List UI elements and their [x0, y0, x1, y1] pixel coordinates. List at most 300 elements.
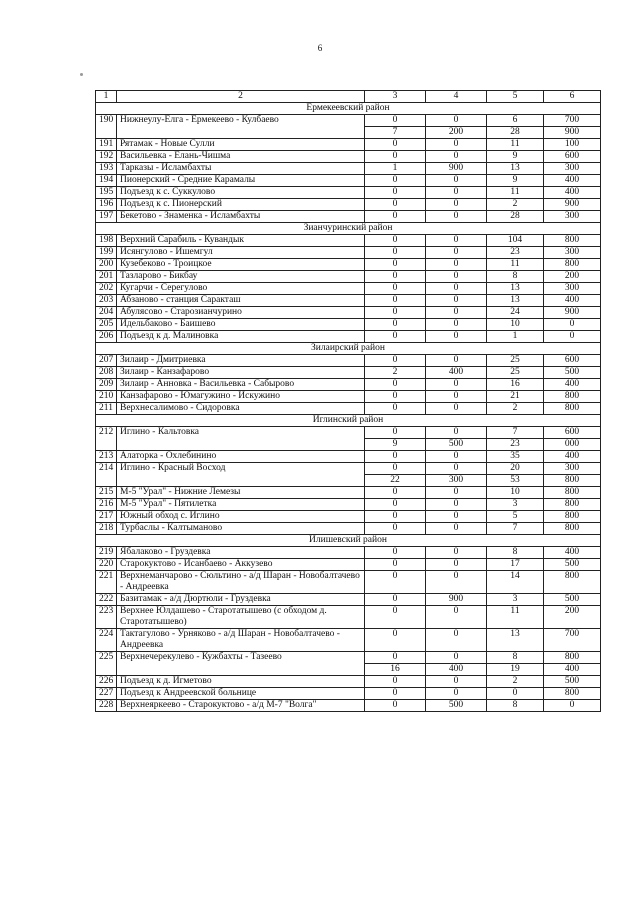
road-name: Верхнесалимово - Сидоровка	[117, 403, 365, 415]
table-row	[96, 511, 601, 523]
row-number: 208	[96, 367, 117, 379]
row-number: 228	[96, 700, 117, 712]
value-cell-col5: 9	[487, 151, 544, 163]
row-number: 217	[96, 511, 117, 523]
value-cell-col3: 0	[365, 523, 426, 535]
table-row	[96, 235, 601, 247]
value-cell-col6: 800	[544, 259, 601, 271]
road-name: Тарказы - Исламбахты	[117, 163, 365, 175]
value-cell-col6: 400	[544, 175, 601, 187]
value-cell-col4: 0	[426, 451, 487, 463]
value-cell-col6: 900	[544, 307, 601, 319]
row-number: 212	[96, 427, 117, 451]
value-cell-col4: 0	[426, 629, 487, 652]
value-cell-col3: 0	[365, 355, 426, 367]
row-number: 197	[96, 211, 117, 223]
row-number: 219	[96, 547, 117, 559]
value-cell-col4: 0	[426, 379, 487, 391]
table-body	[96, 91, 601, 712]
value-cell-col3: 7	[365, 127, 426, 139]
value-cell-col4: 0	[426, 211, 487, 223]
value-cell-col4: 0	[426, 175, 487, 187]
value-cell-col6: 200	[544, 271, 601, 283]
value-cell-col4: 0	[426, 187, 487, 199]
value-cell-col3: 0	[365, 307, 426, 319]
value-cell-col4: 0	[426, 559, 487, 571]
value-cell-col3: 0	[365, 187, 426, 199]
value-cell-col6: 500	[544, 594, 601, 606]
value-cell-col3: 0	[365, 571, 426, 594]
value-cell-col5: 11	[487, 259, 544, 271]
value-cell-col5: 6	[487, 115, 544, 127]
value-cell-col6: 300	[544, 463, 601, 475]
margin-mark	[80, 73, 83, 76]
value-cell-col4: 0	[426, 283, 487, 295]
table-row	[96, 451, 601, 463]
table-row	[96, 499, 601, 511]
value-cell-col5: 25	[487, 355, 544, 367]
road-name: Идельбаково - Баишево	[117, 319, 365, 331]
value-cell-col4: 0	[426, 247, 487, 259]
row-number: 225	[96, 652, 117, 676]
row-number: 216	[96, 499, 117, 511]
value-cell-col4: 400	[426, 664, 487, 676]
value-cell-col5: 28	[487, 127, 544, 139]
value-cell-col3: 9	[365, 439, 426, 451]
road-name: Подъезд к д. Игметово	[117, 676, 365, 688]
value-cell-col6: 800	[544, 235, 601, 247]
value-cell-col5: 14	[487, 571, 544, 594]
value-cell-col3: 0	[365, 247, 426, 259]
value-cell-col3: 0	[365, 427, 426, 439]
row-number: 224	[96, 629, 117, 652]
value-cell-col6: 600	[544, 151, 601, 163]
value-cell-col6: 800	[544, 523, 601, 535]
road-name: Верхнеманчарово - Сюльтино - а/д Шаран - Новобалтачево - Андреевка	[117, 571, 365, 594]
value-cell-col3: 2	[365, 367, 426, 379]
road-name: Зилаир - Анновка - Васильевка - Сабырово	[117, 379, 365, 391]
value-cell-col4: 0	[426, 499, 487, 511]
value-cell-col6: 500	[544, 559, 601, 571]
value-cell-col5: 9	[487, 175, 544, 187]
value-cell-col4: 0	[426, 427, 487, 439]
road-name: Бекетово - Знаменка - Исламбахты	[117, 211, 365, 223]
value-cell-col5: 2	[487, 403, 544, 415]
value-cell-col4: 300	[426, 475, 487, 487]
table-row	[96, 163, 601, 175]
district-row	[96, 223, 601, 235]
row-number: 218	[96, 523, 117, 535]
value-cell-col5: 2	[487, 199, 544, 211]
table-row	[96, 259, 601, 271]
value-cell-col5: 8	[487, 652, 544, 664]
row-number: 221	[96, 571, 117, 594]
road-name: Канзафарово - Юмагужино - Искужино	[117, 391, 365, 403]
value-cell-col3: 0	[365, 199, 426, 211]
value-cell-col4: 0	[426, 606, 487, 629]
road-name: Турбаслы - Калтыманово	[117, 523, 365, 535]
value-cell-col5: 5	[487, 511, 544, 523]
value-cell-col3: 0	[365, 594, 426, 606]
table-row	[96, 151, 601, 163]
value-cell-col4: 0	[426, 271, 487, 283]
table-row	[96, 379, 601, 391]
header-cell: 4	[426, 91, 487, 103]
table-row	[96, 688, 601, 700]
value-cell-col5: 13	[487, 163, 544, 175]
value-cell-col3: 1	[365, 163, 426, 175]
value-cell-col3: 0	[365, 139, 426, 151]
value-cell-col6: 100	[544, 139, 601, 151]
row-number: 190	[96, 115, 117, 139]
row-number: 207	[96, 355, 117, 367]
value-cell-col3: 0	[365, 451, 426, 463]
table-row	[96, 676, 601, 688]
road-name: Верхнечерекулево - Кужбахты - Тазеево	[117, 652, 365, 676]
table-row	[96, 463, 601, 475]
road-name: Тазларово - Бикбау	[117, 271, 365, 283]
value-cell-col5: 8	[487, 700, 544, 712]
road-name: Тактагулово - Урняково - а/д Шаран - Новобалтачево - Андреевка	[117, 629, 365, 652]
row-number: 191	[96, 139, 117, 151]
value-cell-col4: 0	[426, 463, 487, 475]
row-number: 198	[96, 235, 117, 247]
row-number: 206	[96, 331, 117, 343]
value-cell-col3: 0	[365, 379, 426, 391]
value-cell-col6: 800	[544, 487, 601, 499]
value-cell-col5: 3	[487, 499, 544, 511]
value-cell-col6: 800	[544, 571, 601, 594]
road-name: Верхний Сарабиль - Кувандык	[117, 235, 365, 247]
row-number: 210	[96, 391, 117, 403]
header-cell: 6	[544, 91, 601, 103]
value-cell-col4: 0	[426, 511, 487, 523]
table-row	[96, 629, 601, 652]
value-cell-col3: 0	[365, 283, 426, 295]
road-name: Пионерский - Средние Карамалы	[117, 175, 365, 187]
value-cell-col4: 500	[426, 700, 487, 712]
value-cell-col4: 0	[426, 403, 487, 415]
row-number: 199	[96, 247, 117, 259]
value-cell-col5: 17	[487, 559, 544, 571]
table-row	[96, 487, 601, 499]
header-cell: 1	[96, 91, 117, 103]
value-cell-col6: 200	[544, 606, 601, 629]
table-row	[96, 283, 601, 295]
road-name: Подъезд к с. Пионерский	[117, 199, 365, 211]
value-cell-col4: 500	[426, 439, 487, 451]
table-row	[96, 187, 601, 199]
table-row	[96, 247, 601, 259]
page-number: 6	[317, 43, 323, 53]
value-cell-col6: 400	[544, 547, 601, 559]
road-name: Старокуктово - Исанбаево - Аккузево	[117, 559, 365, 571]
district-title: Иглинский район	[96, 415, 601, 427]
value-cell-col4: 0	[426, 571, 487, 594]
district-title: Зилаирский район	[96, 343, 601, 355]
row-number: 205	[96, 319, 117, 331]
value-cell-col3: 0	[365, 115, 426, 127]
road-name: Ябалаково - Груздевка	[117, 547, 365, 559]
value-cell-col3: 0	[365, 499, 426, 511]
table-row	[96, 367, 601, 379]
table-row	[96, 523, 601, 535]
value-cell-col3: 0	[365, 211, 426, 223]
value-cell-col4: 0	[426, 487, 487, 499]
row-number: 192	[96, 151, 117, 163]
row-number: 226	[96, 676, 117, 688]
value-cell-col6: 400	[544, 664, 601, 676]
value-cell-col5: 104	[487, 235, 544, 247]
value-cell-col4: 0	[426, 319, 487, 331]
value-cell-col5: 23	[487, 439, 544, 451]
value-cell-col6: 800	[544, 403, 601, 415]
value-cell-col4: 0	[426, 115, 487, 127]
value-cell-col3: 0	[365, 676, 426, 688]
value-cell-col5: 24	[487, 307, 544, 319]
value-cell-col5: 13	[487, 295, 544, 307]
value-cell-col4: 0	[426, 391, 487, 403]
road-name: Кузебеково - Троицкое	[117, 259, 365, 271]
value-cell-col5: 8	[487, 271, 544, 283]
table-row	[96, 331, 601, 343]
table-row	[96, 571, 601, 594]
value-cell-col6: 500	[544, 676, 601, 688]
value-cell-col5: 35	[487, 451, 544, 463]
value-cell-col3: 16	[365, 664, 426, 676]
value-cell-col4: 400	[426, 367, 487, 379]
value-cell-col4: 0	[426, 295, 487, 307]
value-cell-col6: 300	[544, 247, 601, 259]
road-name: Абулясово - Старозианчурино	[117, 307, 365, 319]
row-number: 222	[96, 594, 117, 606]
value-cell-col5: 53	[487, 475, 544, 487]
value-cell-col4: 0	[426, 652, 487, 664]
district-row	[96, 535, 601, 547]
road-name: Южный обход с. Иглино	[117, 511, 365, 523]
value-cell-col3: 22	[365, 475, 426, 487]
table-row	[96, 115, 601, 127]
value-cell-col5: 25	[487, 367, 544, 379]
value-cell-col4: 0	[426, 139, 487, 151]
table-row	[96, 199, 601, 211]
row-number: 223	[96, 606, 117, 629]
value-cell-col6: 300	[544, 283, 601, 295]
value-cell-col4: 0	[426, 355, 487, 367]
district-row	[96, 343, 601, 355]
district-title: Зианчуринский район	[96, 223, 601, 235]
value-cell-col6: 800	[544, 688, 601, 700]
district-title: Илишевский район	[96, 535, 601, 547]
value-cell-col3: 0	[365, 652, 426, 664]
value-cell-col5: 23	[487, 247, 544, 259]
road-name: Верхнеяркеево - Старокуктово - а/д М-7 "Волга"	[117, 700, 365, 712]
table-row	[96, 355, 601, 367]
table-row	[96, 403, 601, 415]
value-cell-col6: 800	[544, 499, 601, 511]
road-name: Иглино - Красный Восход	[117, 463, 365, 487]
table-row	[96, 652, 601, 664]
row-number: 196	[96, 199, 117, 211]
table-row	[96, 139, 601, 151]
value-cell-col6: 400	[544, 451, 601, 463]
table-row	[96, 319, 601, 331]
road-name: Подъезд к д. Малиновка	[117, 331, 365, 343]
value-cell-col5: 7	[487, 427, 544, 439]
value-cell-col6: 500	[544, 367, 601, 379]
row-number: 194	[96, 175, 117, 187]
row-number: 215	[96, 487, 117, 499]
road-name: Алаторка - Охлебинино	[117, 451, 365, 463]
value-cell-col4: 0	[426, 547, 487, 559]
value-cell-col6: 900	[544, 199, 601, 211]
value-cell-col3: 0	[365, 547, 426, 559]
value-cell-col5: 8	[487, 547, 544, 559]
road-name: Иглино - Кальтовка	[117, 427, 365, 451]
value-cell-col5: 2	[487, 676, 544, 688]
value-cell-col5: 0	[487, 688, 544, 700]
row-number: 195	[96, 187, 117, 199]
value-cell-col3: 0	[365, 271, 426, 283]
value-cell-col4: 0	[426, 199, 487, 211]
value-cell-col6: 800	[544, 391, 601, 403]
value-cell-col4: 900	[426, 163, 487, 175]
table-row	[96, 211, 601, 223]
value-cell-col6: 300	[544, 211, 601, 223]
table-row	[96, 594, 601, 606]
row-number: 209	[96, 379, 117, 391]
value-cell-col3: 0	[365, 235, 426, 247]
road-name: Зилаир - Дмитриевка	[117, 355, 365, 367]
value-cell-col3: 0	[365, 403, 426, 415]
road-name: Зилаир - Канзафарово	[117, 367, 365, 379]
value-cell-col6: 400	[544, 187, 601, 199]
value-cell-col4: 0	[426, 523, 487, 535]
header-row	[96, 91, 601, 103]
row-number: 202	[96, 283, 117, 295]
road-name: Исянгулово - Ишемгул	[117, 247, 365, 259]
value-cell-col5: 1	[487, 331, 544, 343]
value-cell-col5: 11	[487, 606, 544, 629]
road-name: Подъезд к Андреевской больнице	[117, 688, 365, 700]
row-number: 193	[96, 163, 117, 175]
row-number: 203	[96, 295, 117, 307]
value-cell-col4: 0	[426, 151, 487, 163]
value-cell-col3: 0	[365, 295, 426, 307]
value-cell-col6: 700	[544, 629, 601, 652]
value-cell-col3: 0	[365, 629, 426, 652]
road-name: Верхнее Юлдашево - Старотатышево (с обходом д. Старотатышево)	[117, 606, 365, 629]
row-number: 204	[96, 307, 117, 319]
value-cell-col6: 000	[544, 439, 601, 451]
table-row	[96, 391, 601, 403]
row-number: 227	[96, 688, 117, 700]
value-cell-col5: 3	[487, 594, 544, 606]
value-cell-col5: 13	[487, 629, 544, 652]
road-name: М-5 "Урал" - Нижние Лемезы	[117, 487, 365, 499]
road-name: М-5 "Урал" - Пятилетка	[117, 499, 365, 511]
value-cell-col3: 0	[365, 259, 426, 271]
value-cell-col3: 0	[365, 391, 426, 403]
value-cell-col5: 10	[487, 319, 544, 331]
header-cell: 2	[117, 91, 365, 103]
table-row	[96, 427, 601, 439]
roads-table	[95, 90, 601, 712]
table-row	[96, 307, 601, 319]
value-cell-col3: 0	[365, 700, 426, 712]
value-cell-col6: 0	[544, 319, 601, 331]
row-number: 220	[96, 559, 117, 571]
table-row	[96, 271, 601, 283]
value-cell-col3: 0	[365, 331, 426, 343]
value-cell-col4: 0	[426, 235, 487, 247]
value-cell-col3: 0	[365, 487, 426, 499]
value-cell-col4: 0	[426, 307, 487, 319]
value-cell-col3: 0	[365, 175, 426, 187]
value-cell-col3: 0	[365, 606, 426, 629]
header-cell: 3	[365, 91, 426, 103]
value-cell-col5: 20	[487, 463, 544, 475]
road-name: Базитамак - а/д Дюртюли - Груздевка	[117, 594, 365, 606]
road-name: Нижнеулу-Елга - Ермекеево - Кулбаево	[117, 115, 365, 139]
table-row	[96, 559, 601, 571]
value-cell-col4: 900	[426, 594, 487, 606]
row-number: 211	[96, 403, 117, 415]
value-cell-col6: 400	[544, 379, 601, 391]
value-cell-col3: 0	[365, 151, 426, 163]
value-cell-col3: 0	[365, 559, 426, 571]
value-cell-col4: 0	[426, 331, 487, 343]
value-cell-col5: 21	[487, 391, 544, 403]
table-row	[96, 547, 601, 559]
value-cell-col3: 0	[365, 688, 426, 700]
value-cell-col5: 16	[487, 379, 544, 391]
value-cell-col4: 0	[426, 259, 487, 271]
table-row	[96, 700, 601, 712]
district-row	[96, 415, 601, 427]
district-row	[96, 103, 601, 115]
value-cell-col5: 13	[487, 283, 544, 295]
value-cell-col3: 0	[365, 511, 426, 523]
value-cell-col3: 0	[365, 463, 426, 475]
row-number: 200	[96, 259, 117, 271]
value-cell-col6: 300	[544, 163, 601, 175]
value-cell-col4: 200	[426, 127, 487, 139]
table-row	[96, 175, 601, 187]
value-cell-col3: 0	[365, 319, 426, 331]
road-name: Подъезд к с. Суккулово	[117, 187, 365, 199]
value-cell-col6: 900	[544, 127, 601, 139]
value-cell-col5: 11	[487, 139, 544, 151]
road-name: Васильевка - Елань-Чишма	[117, 151, 365, 163]
value-cell-col6: 600	[544, 355, 601, 367]
row-number: 214	[96, 463, 117, 487]
road-name: Кугарчи - Серегулово	[117, 283, 365, 295]
table-row	[96, 295, 601, 307]
value-cell-col6: 0	[544, 331, 601, 343]
value-cell-col6: 400	[544, 295, 601, 307]
value-cell-col5: 28	[487, 211, 544, 223]
value-cell-col6: 0	[544, 700, 601, 712]
value-cell-col5: 10	[487, 487, 544, 499]
row-number: 213	[96, 451, 117, 463]
value-cell-col4: 0	[426, 676, 487, 688]
value-cell-col6: 800	[544, 511, 601, 523]
value-cell-col5: 11	[487, 187, 544, 199]
value-cell-col5: 19	[487, 664, 544, 676]
value-cell-col6: 800	[544, 475, 601, 487]
value-cell-col4: 0	[426, 688, 487, 700]
